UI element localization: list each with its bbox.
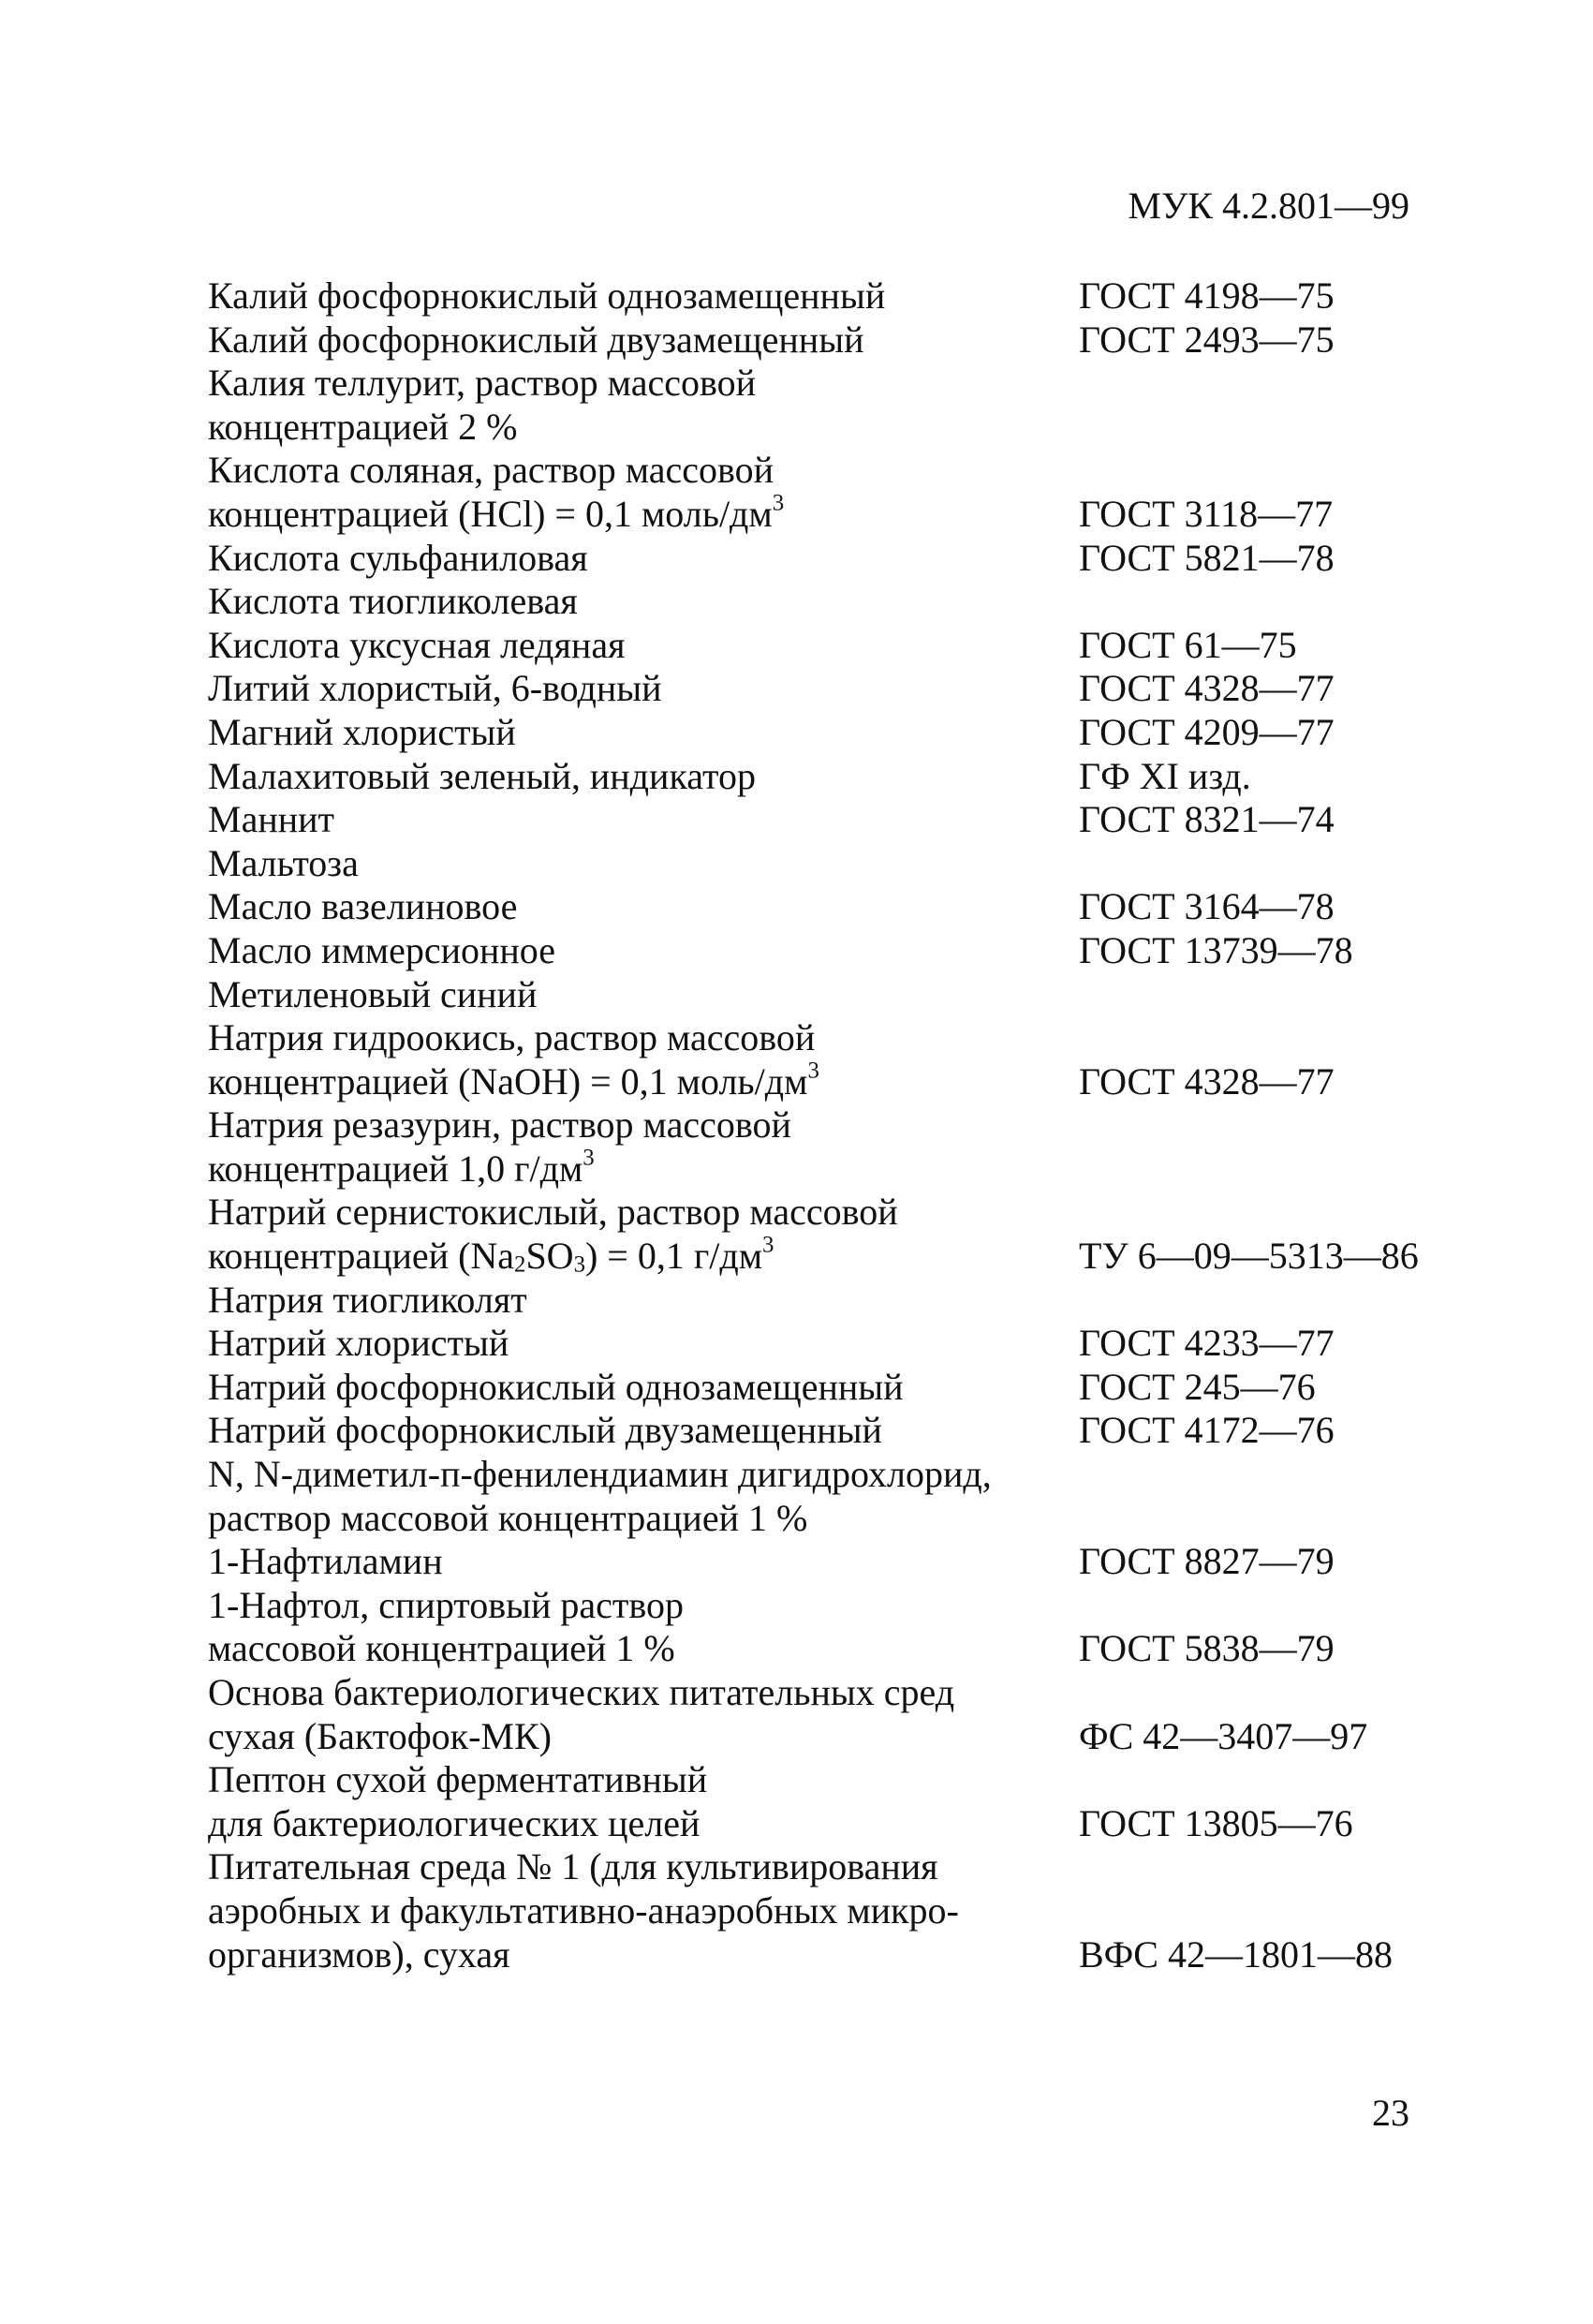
- standard-reference: ТУ 6—09—5313—86: [1079, 1235, 1419, 1278]
- reagent-name: Метиленовый синий: [208, 972, 538, 1015]
- standard-reference: ГОСТ 8827—79: [1079, 1540, 1335, 1583]
- superscript: 3: [583, 1145, 595, 1171]
- reagent-name-continued: для бактериологических целей: [208, 1801, 701, 1844]
- superscript: 3: [762, 1232, 774, 1258]
- reagent-list: [208, 274, 1425, 1976]
- reagent-name-continued: сухая (Бактофок-МК): [208, 1714, 552, 1757]
- list-item: [208, 362, 1425, 449]
- reagent-name: Калий фосфорнокислый двузамещенный: [208, 318, 864, 361]
- standard-reference: ГОСТ 4233—77: [1079, 1322, 1335, 1365]
- reagent-name: Натрий фосфорнокислый двузамещенный: [208, 1409, 882, 1452]
- reagent-name: Основа бактериологических питательных сред: [208, 1671, 955, 1713]
- list-item: [208, 580, 1425, 624]
- list-item: [208, 885, 1425, 929]
- standard-reference: ГОСТ 4172—76: [1079, 1409, 1335, 1452]
- list-item: [208, 318, 1425, 363]
- reagent-name: N, N-диметил-п-фенилендиамин дигидрохлорид,: [208, 1453, 992, 1496]
- reagent-name-continued: аэробных и факультативно-анаэробных микро-: [208, 1888, 959, 1932]
- concentration-text: концентрацией (Na: [208, 1235, 515, 1278]
- reagent-name: Натрия тиогликолят: [208, 1278, 527, 1321]
- list-item: [208, 667, 1425, 711]
- list-item: [208, 1322, 1425, 1366]
- reagent-name-continued: концентрацией 2 %: [208, 405, 518, 448]
- standard-reference: ГОСТ 2493—75: [1079, 318, 1335, 361]
- standard-reference: ГОСТ 13805—76: [1079, 1801, 1353, 1844]
- standard-reference: ГОСТ 13739—78: [1079, 928, 1353, 971]
- list-item: [208, 624, 1425, 668]
- reagent-name: Маннит: [208, 798, 335, 841]
- superscript: 3: [807, 1058, 819, 1084]
- subscript: 2: [514, 1251, 526, 1278]
- reagent-name-continued: [208, 1060, 1079, 1104]
- list-item: [208, 755, 1425, 799]
- reagent-name: Натрия резазурин, раствор массовой: [208, 1103, 791, 1147]
- reagent-name: Натрий сернистокислый, раствор массовой: [208, 1191, 898, 1234]
- list-item: [208, 798, 1425, 842]
- list-item: [208, 1671, 1425, 1758]
- standard-reference: ГОСТ 4328—77: [1079, 1059, 1335, 1103]
- concentration-text: концентрацией (HCl) = 0,1 моль/дм: [208, 492, 773, 535]
- page-number: 23: [1372, 2092, 1409, 2134]
- list-item: [208, 1845, 1425, 1976]
- reagent-name: Натрия гидроокись, раствор массовой: [208, 1016, 816, 1059]
- reagent-name: Кислота уксусная ледяная: [208, 623, 626, 666]
- standard-reference: ГОСТ 61—75: [1079, 623, 1297, 666]
- reagent-name: Масло вазелиновое: [208, 885, 518, 928]
- list-item: [208, 1191, 1425, 1278]
- concentration-text: ) = 0,1 г/дм: [584, 1235, 763, 1278]
- reagent-name: Натрий фосфорнокислый однозамещенный: [208, 1365, 904, 1408]
- reagent-name: Литий хлористый, 6-водный: [208, 667, 662, 710]
- list-item: [208, 1758, 1425, 1845]
- reagent-name: Питательная среда № 1 (для культивирования: [208, 1845, 938, 1888]
- reagent-name: Калий фосфорнокислый однозамещенный: [208, 274, 886, 317]
- reagent-name-continued: [208, 1147, 1079, 1192]
- reagent-name: Мальтоза: [208, 841, 359, 884]
- list-item: [208, 929, 1425, 973]
- standard-reference: ГОСТ 5821—78: [1079, 536, 1335, 579]
- standard-reference: ГОСТ 5838—79: [1079, 1627, 1335, 1670]
- reagent-name: Кислота тиогликолевая: [208, 580, 578, 623]
- standard-reference: ВФС 42—1801—88: [1079, 1932, 1393, 1976]
- standard-reference: ФС 42—3407—97: [1079, 1714, 1368, 1757]
- reagent-name: Натрий хлористый: [208, 1322, 509, 1365]
- list-item: [208, 1366, 1425, 1410]
- standard-reference: ГОСТ 3118—77: [1079, 492, 1334, 535]
- list-item: [208, 842, 1425, 886]
- list-item: [208, 1016, 1425, 1103]
- reagent-name: Кислота соляная, раствор массовой: [208, 449, 774, 492]
- standard-reference: ГОСТ 4209—77: [1079, 710, 1335, 753]
- standard-reference: ГОСТ 4198—75: [1079, 274, 1335, 317]
- standard-reference: ГОСТ 3164—78: [1079, 885, 1335, 928]
- reagent-name: Калия теллурит, раствор массовой: [208, 362, 756, 405]
- list-item: [208, 1584, 1425, 1671]
- list-item: [208, 274, 1425, 318]
- standard-reference: ГФ XI изд.: [1079, 754, 1251, 797]
- superscript: 3: [772, 490, 785, 516]
- standard-reference: ГОСТ 245—76: [1079, 1365, 1316, 1408]
- document-code: МУК 4.2.801—99: [1128, 185, 1409, 227]
- reagent-name-continued: [208, 490, 1079, 537]
- reagent-name-continued: массовой концентрацией 1 %: [208, 1627, 675, 1670]
- list-item: [208, 1453, 1425, 1540]
- reagent-name: 1-Нафтиламин: [208, 1540, 443, 1583]
- reagent-name: 1-Нафтол, спиртовый раствор: [208, 1583, 685, 1626]
- reagent-name: Пептон сухой ферментативный: [208, 1758, 708, 1801]
- reagent-name: Масло иммерсионное: [208, 928, 556, 971]
- standard-reference: ГОСТ 4328—77: [1079, 667, 1335, 710]
- concentration-text: концентрацией 1,0 г/дм: [208, 1147, 583, 1190]
- reagent-name-continued: раствор массовой концентрацией 1 %: [208, 1496, 808, 1539]
- reagent-name: Кислота сульфаниловая: [208, 536, 588, 579]
- list-item: [208, 1279, 1425, 1323]
- list-item: [208, 1103, 1425, 1191]
- reagent-name: Магний хлористый: [208, 710, 516, 753]
- reagent-name-continued: [208, 1232, 1079, 1279]
- standard-reference: ГОСТ 8321—74: [1079, 798, 1335, 841]
- concentration-text: концентрацией (NaOH) = 0,1 моль/дм: [208, 1059, 808, 1103]
- list-item: [208, 537, 1425, 581]
- list-item: [208, 1540, 1425, 1584]
- reagent-name: Малахитовый зеленый, индикатор: [208, 754, 756, 797]
- reagent-name-continued: организмов), сухая: [208, 1932, 510, 1976]
- list-item: [208, 711, 1425, 755]
- list-item: [208, 449, 1425, 536]
- list-item: [208, 973, 1425, 1017]
- list-item: [208, 1409, 1425, 1453]
- subscript: 3: [573, 1251, 585, 1278]
- formula-text: SO: [525, 1235, 574, 1278]
